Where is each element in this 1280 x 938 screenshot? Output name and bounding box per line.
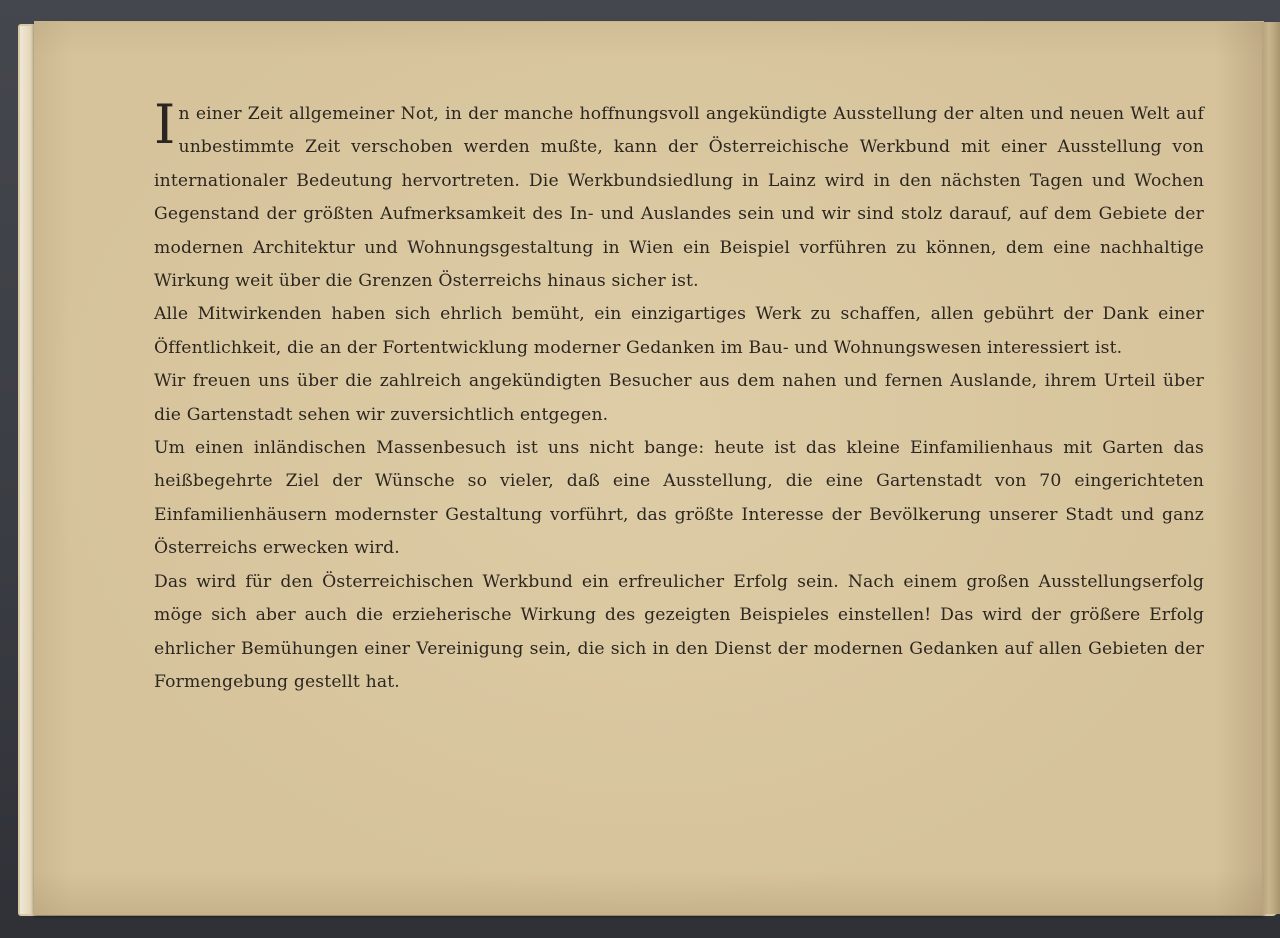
drop-cap: I [154,93,176,156]
body-text [154,93,1204,699]
paragraph-4: Um einen inländischen Massenbesuch ist uns nicht bange: heute ist das kleine Einfamilienhaus mit Garten das heißbegehrte Ziel der Wünsche so vieler, daß eine Ausstellung, die eine Gartenstadt von 70 eingerichteten Einfamilienhäusern modernster Gestaltung vorführt, das größte Interesse der Bevölkerung unserer Stadt und ganz Österreichs erwecken wird. [154,438,1204,559]
paragraph-5: Das wird für den Österreichischen Werkbund ein erfreulicher Erfolg sein. Nach einem großen Ausstellungserfolg möge sich aber auch die erzieherische Wirkung des gezeigten Beispieles einstellen! Das wird der größere Erfolg ehrlicher Bemühungen einer Vereinigung sein, die sich in den Dienst der modernen Gedanken auf allen Gebieten der Formengebung gestellt hat. [154,571,1204,692]
paragraph-2: Alle Mitwirkenden haben sich ehrlich bemüht, ein einzigartiges Werk zu schaffen, allen gebührt der Dank einer Öffentlichkeit, die an der Fortentwicklung moderner Gedanken im Bau- und Wohnungswesen interessiert ist. [154,304,1204,358]
paragraph-1-text: n einer Zeit allgemeiner Not, in der manche hoffnungsvoll angekündigte Ausstellung der alten und neuen Welt auf unbestimmte Zeit verschoben werden mußte, kann der Österreichische Werkbund mit einer Ausstellung von internationaler Bedeutung hervortreten. Die Werkbundsiedlung in Lainz wird in den nächsten Tagen und Wochen Gegenstand der größten Aufmerksamkeit des In- und Auslandes sein und wir sind stolz darauf, auf dem Gebiete der modernen Architektur und Wohnungsgestaltung in Wien ein Beispiel vorführen zu können, dem eine nachhaltige Wirkung weit über die Grenzen Österreichs hinaus sicher ist. [154,104,1204,292]
right-page-fold [1262,22,1280,914]
paragraph-1 [154,93,1204,298]
paragraph-3: Wir freuen uns über die zahlreich angekündigten Besucher aus dem nahen und fernen Auslande, ihrem Urteil über die Gartenstadt sehen wir zuversichtlich entgegen. [154,371,1204,425]
